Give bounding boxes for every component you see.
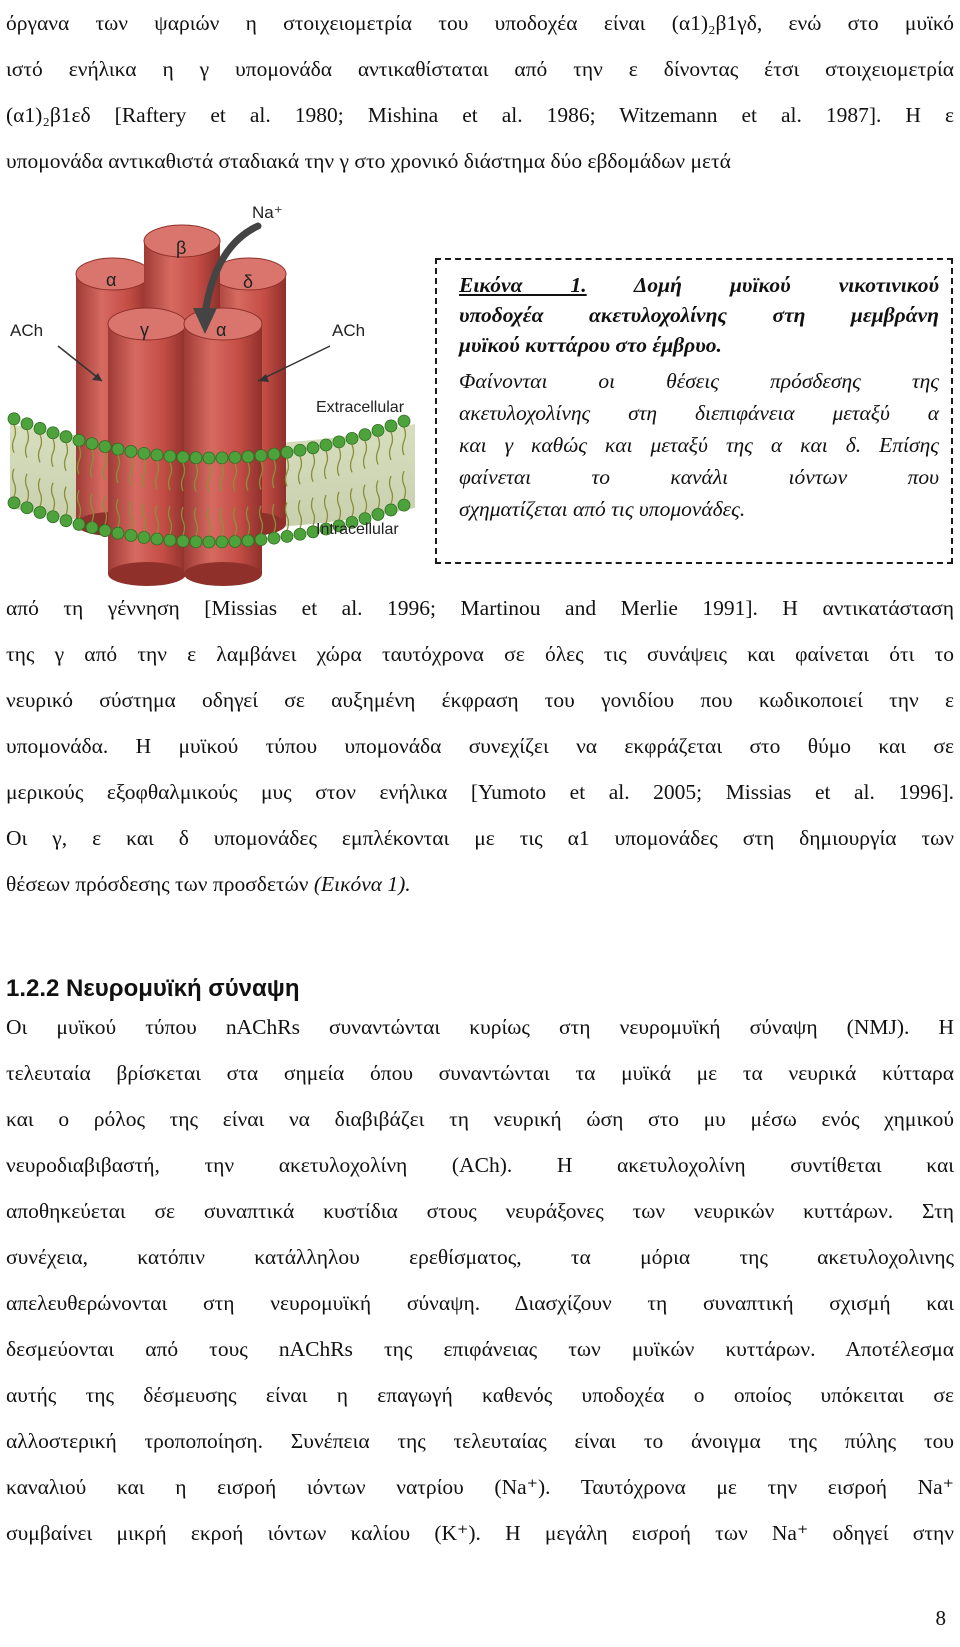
text-line: από τη γέννηση [Missias et al. 1996; Martinou and Merlie 1991]. Η αντικατάσταση xyxy=(6,596,954,620)
text-line: υπομονάδα αντικαθιστά σταδιακά την γ στο χρονικό διάστημα δύο εβδομάδων μετά xyxy=(6,149,731,173)
lipid-head xyxy=(268,532,280,544)
lipid-head xyxy=(372,424,384,436)
text-line: αποθηκεύεται σε συναπτικά κυστίδια στους νευράξονες των νευρικών κυττάρων. Στη xyxy=(6,1199,954,1223)
lipid-head xyxy=(190,536,202,548)
text-line: και ο ρόλος της είναι να διαβιβάζει τη νευρική ώση στο μυ μέσω ενός χημικού xyxy=(6,1107,954,1131)
label-na: Na⁺ xyxy=(252,203,283,222)
label-ach-left: ACh xyxy=(10,321,44,340)
text-line: νευροδιαβιβαστή, την ακετυλοχολίνη (ACh). Η ακετυλοχολίνη συντίθεται και xyxy=(6,1153,954,1177)
lipid-head xyxy=(99,441,111,453)
lipid-head xyxy=(281,530,293,542)
text-line: τελευταία βρίσκεται στα σημεία όπου συναντώνται τα μυϊκά με τα νευρικά κύτταρα xyxy=(6,1061,954,1085)
text-segment: θέσεων πρόσδεσης των προσδετών xyxy=(6,872,309,896)
lipid-head xyxy=(268,448,280,460)
label-ach-right: ACh xyxy=(332,321,366,340)
lipid-head xyxy=(294,528,306,540)
lipid-head xyxy=(385,420,397,432)
lipid-head xyxy=(346,432,358,444)
lipid-head xyxy=(333,436,345,448)
lipid-head xyxy=(47,427,59,439)
text-line: συμβαίνει μικρή εκροή ιόντων καλίου (K⁺). Η μεγάλη εισροή των Na⁺ οδηγεί στην xyxy=(6,1521,954,1545)
lipid-head xyxy=(190,452,202,464)
text-line: υπομονάδα. Η μυϊκού τύπου υπομονάδα συνεχίζει να εκφράζεται στο θύμο και σε xyxy=(6,734,954,758)
lipid-head xyxy=(242,535,254,547)
lipid-head xyxy=(73,434,85,446)
lipid-head xyxy=(398,415,410,427)
page-number: 8 xyxy=(935,1606,946,1630)
lipid-head xyxy=(216,452,228,464)
lipid-head xyxy=(138,531,150,543)
middle-paragraph xyxy=(6,585,954,907)
caption-description xyxy=(459,365,939,525)
lipid-head xyxy=(255,450,267,462)
nachr-illustration xyxy=(0,196,440,586)
text-line: συνέχεια, κατόπιν κατάλληλου ερεθίσματος, τα μόρια της ακετυλοχολινης xyxy=(6,1245,954,1269)
lipid-head xyxy=(216,536,228,548)
lipid-head xyxy=(34,506,46,518)
text-line: της γ από την ε λαμβάνει χώρα ταυτόχρονα σε όλες τις συνάψεις και φαίνεται ότι το xyxy=(6,642,954,666)
lipid-head xyxy=(47,511,59,523)
caption-title-rest: Δομή μυϊκού νικοτινικού xyxy=(586,273,939,297)
caption-figure-label: Εικόνα 1. xyxy=(459,273,587,297)
figure-caption-box xyxy=(435,258,953,564)
text-line: όργανα των ψαριών η στοιχειομετρία του υποδοχέα είναι (α1)₂β1γδ, ενώ στο μυϊκό xyxy=(6,11,954,35)
lipid-head xyxy=(21,418,33,430)
lipid-head xyxy=(151,533,163,545)
label-intracellular: Intracellular xyxy=(316,521,399,538)
lipid-head xyxy=(385,504,397,516)
text-line: απελευθερώνονται στη νευρομυϊκή σύναψη. Διασχίζουν τη συναπτική σχισμή και xyxy=(6,1291,954,1315)
text-line: Οι γ, ε και δ υπομονάδες εμπλέκονται με τις α1 υπομονάδες στη δημιουργία των xyxy=(6,826,954,850)
lipid-head xyxy=(164,450,176,462)
text-line: νευρικό σύστημα οδηγεί σε αυξημένη έκφραση του γονιδίου που κωδικοποιεί την ε xyxy=(6,688,954,712)
caption-desc-line: και γ καθώς και μεταξύ της α και δ. Επίσης xyxy=(459,433,939,457)
lipid-head xyxy=(34,422,46,434)
lipid-head xyxy=(398,499,410,511)
label-extracellular: Extracellular xyxy=(316,399,405,416)
lipid-head xyxy=(112,527,124,539)
caption-title xyxy=(459,270,939,360)
lipid-head xyxy=(125,445,137,457)
text-line: Οι μυϊκού τύπου nAChRs συναντώνται κυρίως στη νευρομυϊκή σύναψη (NMJ). Η xyxy=(6,1015,954,1039)
lipid-head xyxy=(294,444,306,456)
text-line: ιστό ενήλικα η γ υπομονάδα αντικαθίσταται από την ε δίνοντας έτσι στοιχειομετρία xyxy=(6,57,954,81)
text-line: αλλοστερική τροποποίηση. Συνέπεια της τελευταίας είναι το άνοιγμα της πύλης του xyxy=(6,1429,954,1453)
label-beta: β xyxy=(176,238,187,258)
caption-desc-line: ακετυλοχολίνης στη διεπιφάνεια μεταξύ α xyxy=(459,401,939,425)
caption-desc-line: Φαίνονται οι θέσεις πρόσδεσης της xyxy=(459,369,939,393)
caption-title-line xyxy=(459,270,939,300)
label-delta: δ xyxy=(243,272,254,292)
lipid-head xyxy=(320,439,332,451)
lipid-head xyxy=(21,502,33,514)
text-line: αυτής της δέσμευσης είναι η επαγωγή καθενός υποδοχέα ο οποίος υπόκειται σε xyxy=(6,1383,954,1407)
lipid-head xyxy=(307,442,319,454)
lipid-head xyxy=(242,451,254,463)
lipid-head xyxy=(60,515,72,527)
lipid-head xyxy=(8,497,20,509)
lipid-head xyxy=(203,452,215,464)
lipid-head xyxy=(255,534,267,546)
lipid-head xyxy=(151,449,163,461)
caption-desc-line: σχηματίζεται από τις υπομονάδες. xyxy=(459,497,746,521)
lipid-head xyxy=(177,535,189,547)
caption-desc-line: φαίνεται το κανάλι ιόντων που xyxy=(459,465,939,489)
figure-reference: (Εικόνα 1). xyxy=(308,872,411,896)
lipid-head xyxy=(229,535,241,547)
text-line: (α1)₂β1εδ [Raftery et al. 1980; Mishina et al. 1986; Witzemann et al. 1987]. Η ε xyxy=(6,103,954,127)
receptor-figure xyxy=(0,196,440,586)
text-line: καναλιού και η εισροή ιόντων νατρίου (Na⁺). Ταυτόχρονα με την εισροή Na⁺ xyxy=(6,1475,954,1499)
lipid-head xyxy=(60,431,72,443)
section-heading: 1.2.2 Νευρομυϊκή σύναψη xyxy=(6,975,300,1002)
lipid-head xyxy=(359,429,371,441)
lipid-head xyxy=(86,438,98,450)
text-line: δεσμεύονται από τους nAChRs της επιφάνειας των μυϊκών κυττάρων. Αποτέλεσμα xyxy=(6,1337,954,1361)
lipid-head xyxy=(281,446,293,458)
lipid-head xyxy=(86,522,98,534)
lipid-head xyxy=(73,518,85,530)
label-alpha-left: α xyxy=(106,270,117,290)
lipid-head xyxy=(177,451,189,463)
bottom-paragraph xyxy=(6,1004,954,1556)
text-line: μερικούς εξοφθαλμικούς μυς στον ενήλικα [Yumoto et al. 2005; Missias et al. 1996]. xyxy=(6,780,954,804)
lipid-head xyxy=(99,525,111,537)
lipid-head xyxy=(112,443,124,455)
lipid-head xyxy=(138,447,150,459)
text-line xyxy=(6,861,954,907)
label-gamma: γ xyxy=(140,320,149,340)
top-paragraph xyxy=(6,0,954,184)
lipid-head xyxy=(125,529,137,541)
lipid-head xyxy=(372,508,384,520)
label-alpha-right: α xyxy=(216,320,227,340)
caption-title-line: υποδοχέα ακετυλοχολίνης στη μεμβράνη xyxy=(459,303,939,327)
lipid-head xyxy=(229,451,241,463)
lipid-head xyxy=(203,536,215,548)
lipid-head xyxy=(8,413,20,425)
lipid-head xyxy=(164,534,176,546)
caption-title-line: μυϊκού κυττάρου στο έμβρυο. xyxy=(459,333,722,357)
